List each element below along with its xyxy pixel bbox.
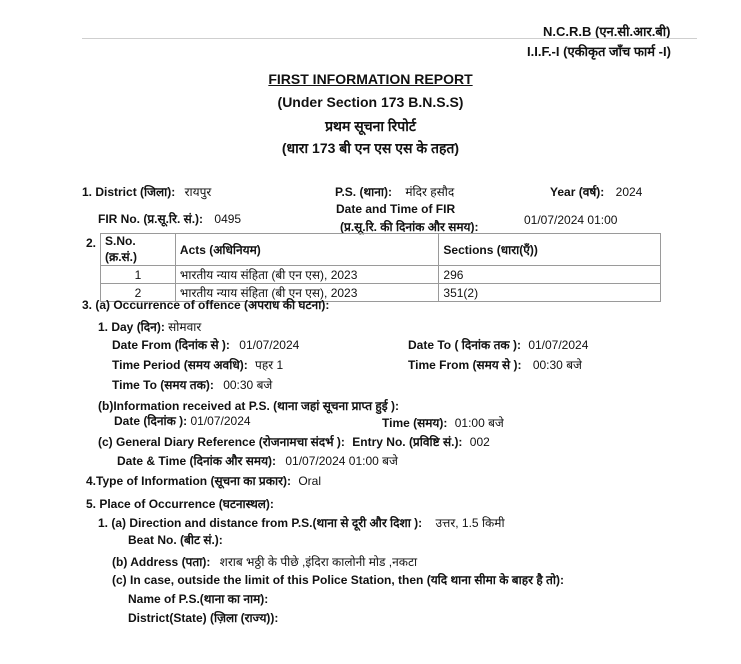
ps-value: मंदिर हसौद [405, 185, 455, 199]
day-label: 1. Day (दिन): [98, 320, 165, 334]
date-from-row [112, 336, 299, 353]
district-row [82, 183, 211, 200]
address-value: शराब भठ्ठी के पीछे ,इंदिरा कालोनी मोड ,नकटा [219, 555, 418, 569]
info-time-value: 01:00 बजे [454, 416, 504, 430]
info-type-row [86, 472, 321, 489]
acts-header: Acts (अधिनियम) [175, 234, 438, 266]
time-period-row [112, 356, 283, 373]
district-value: रायपुर [184, 185, 212, 199]
date-from-label: Date From (दिनांक से ): [112, 338, 230, 352]
year-row [550, 183, 642, 200]
sno-header: S.No. (क्र.सं.) [101, 234, 176, 266]
fir-datetime-value: 01/07/2024 01:00 [524, 213, 618, 227]
address-row [112, 553, 417, 570]
date-to-label: Date To ( दिनांक तक ): [408, 338, 521, 352]
date-to-value: 01/07/2024 [528, 338, 589, 352]
info-date-label: Date (दिनांक ): [114, 414, 188, 428]
info-time-label: Time (समय): [382, 416, 448, 430]
fir-datetime-label: Date and Time of FIR [336, 202, 456, 216]
gd-datetime-label: Date & Time (दिनांक और समय): [117, 454, 277, 468]
report-title-hindi: प्रथम सूचना रिपोर्ट [325, 118, 416, 134]
direction-label: 1. (a) Direction and distance from P.S.(थाना से दूरी और दिशा ): [98, 516, 423, 530]
gd-row [98, 433, 490, 450]
act-cell: भारतीय न्याय संहिता (बी एन एस), 2023 [175, 266, 438, 284]
time-from-value: 00:30 बजे [532, 358, 582, 372]
fir-label: FIR No. (प्र.सू.रि. सं.): [98, 212, 204, 226]
acts-table-header [101, 234, 661, 266]
ncrb-header: N.C.R.B (एन.सी.आर.बी) [543, 24, 671, 39]
date-to-row [408, 336, 588, 353]
gd-datetime-row [117, 452, 398, 469]
date-from-value: 01/07/2024 [239, 338, 300, 352]
fir-row [98, 210, 241, 227]
year-label: Year (वर्ष): [550, 185, 605, 199]
section-2-number: 2. [86, 236, 97, 250]
direction-row [98, 514, 505, 531]
direction-value: उत्तर, 1.5 किमी [435, 516, 505, 530]
info-time-row [382, 414, 504, 431]
info-type-value: Oral [298, 474, 322, 488]
ps-name-label: Name of P.S.(थाना का नाम): [128, 592, 269, 606]
time-from-row [408, 356, 582, 373]
day-row [98, 318, 201, 335]
info-received-label: (b)Information received at P.S. (थाना जहां सूचना प्राप्त हुई ): [98, 399, 399, 413]
address-label: (b) Address (पता): [112, 555, 211, 569]
report-subtitle-hindi: (धारा 173 बी एन एस एस के तहत) [281, 140, 460, 156]
fir-value: 0495 [214, 212, 242, 226]
year-value: 2024 [615, 185, 643, 199]
info-type-label: 4.Type of Information (सूचना का प्रकार): [86, 474, 291, 488]
fir-datetime-label-hindi: (प्र.सू.रि. की दिनांक और समय): [340, 220, 479, 234]
act-cell: भारतीय न्याय संहिता (बी एन एस), 2023 [175, 284, 438, 302]
time-period-value: पहर 1 [255, 358, 284, 372]
gd-datetime-value: 01/07/2024 01:00 बजे [285, 454, 398, 468]
occurrence-heading: 3. (a) Occurrence of offence (अपराध की घटना): [82, 298, 330, 312]
section-cell: 296 [439, 266, 661, 284]
day-value: सोमवार [168, 320, 202, 334]
time-to-label: Time To (समय तक): [112, 378, 214, 392]
acts-table [100, 233, 661, 302]
section-cell: 351(2) [439, 284, 661, 302]
sno-cell: 1 [101, 266, 176, 284]
info-date-value: 01/07/2024 [190, 414, 251, 428]
time-from-label: Time From (समय से ): [408, 358, 522, 372]
sections-header: Sections (धारा(एँ)) [439, 234, 661, 266]
time-period-label: Time Period (समय अवधि): [112, 358, 248, 372]
district-label: 1. District (जिला): [82, 185, 176, 199]
time-to-value: 00:30 बजे [223, 378, 273, 392]
report-title: FIRST INFORMATION REPORT [268, 71, 473, 87]
entry-label: Entry No. (प्रविष्टि सं.): [352, 435, 463, 449]
entry-value: 002 [469, 435, 490, 449]
outside-ps-label: (c) In case, outside the limit of this Police Station, then (यदि थाना सीमा के बाहर है तो): [112, 573, 564, 587]
sno-cell: 2 [101, 284, 176, 302]
info-date-row [114, 412, 251, 429]
ps-label: P.S. (थाना): [335, 185, 392, 199]
iif-header: I.I.F.-I (एकीकृत जाँच फार्म -I) [527, 44, 671, 59]
district-state-label: District(State) (ज़िला (राज्य)): [128, 611, 279, 625]
beat-label: Beat No. (बीट सं.): [128, 533, 223, 547]
report-subtitle: (Under Section 173 B.N.S.S) [277, 94, 464, 110]
time-to-row [112, 376, 272, 393]
header-divider [82, 38, 697, 39]
place-heading: 5. Place of Occurrence (घटनास्थल): [86, 497, 274, 511]
ps-row [335, 183, 454, 200]
gd-label: (c) General Diary Reference (रोजनामचा संदर्भ ): [98, 435, 345, 449]
table-row [101, 266, 661, 284]
